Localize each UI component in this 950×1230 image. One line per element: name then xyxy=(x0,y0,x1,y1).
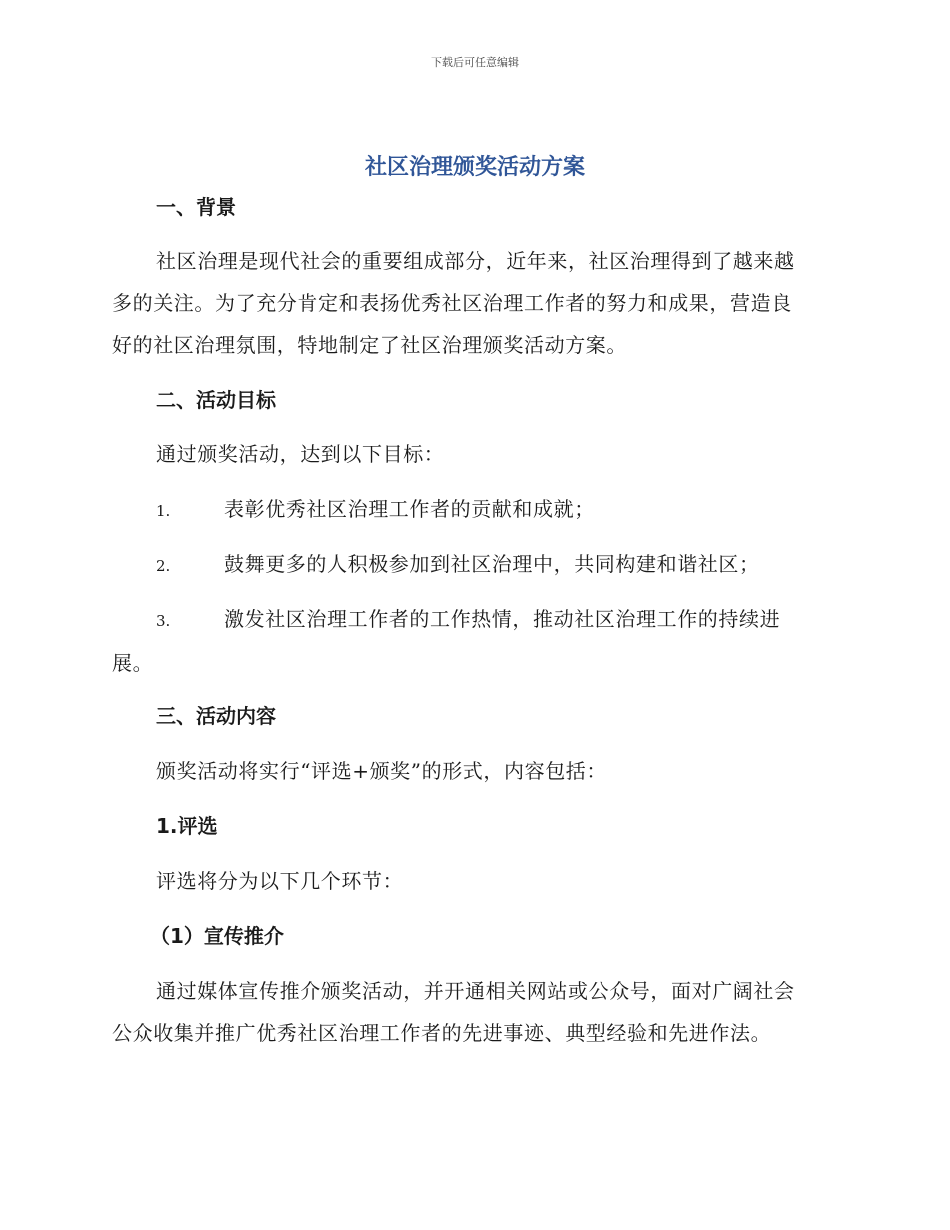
goal-item-text: 表彰优秀社区治理工作者的贡献和成就； xyxy=(224,497,595,521)
goal-item-number: 3. xyxy=(156,612,171,630)
background-paragraph-line: 多的关注。为了充分肯定和表扬优秀社区治理工作者的努力和成果，营造良 xyxy=(112,291,792,315)
header-note: 下载后可任意编辑 xyxy=(431,56,519,69)
goal-item xyxy=(112,543,832,587)
goal-item xyxy=(112,598,832,684)
subsection-heading-selection: 1.评选 xyxy=(156,814,218,838)
background-paragraph-line: 好的社区治理氛围，特地制定了社区治理颁奖活动方案。 xyxy=(112,333,627,357)
step-heading-promotion: （1）宣传推介 xyxy=(150,924,284,948)
goal-item-text: 激发社区治理工作者的工作热情，推动社区治理工作的持续进 xyxy=(224,607,781,631)
section-heading-goals: 二、活动目标 xyxy=(156,388,276,412)
promotion-paragraph xyxy=(112,970,832,1054)
background-paragraph-line: 社区治理是现代社会的重要组成部分，近年来，社区治理得到了越来越 xyxy=(156,249,795,273)
goal-item-number: 2. xyxy=(156,557,171,575)
section-heading-background: 一、背景 xyxy=(156,195,236,219)
selection-intro: 评选将分为以下几个环节： xyxy=(156,869,404,893)
promotion-paragraph-line: 公众收集并推广优秀社区治理工作者的先进事迹、典型经验和先进作法。 xyxy=(112,1021,772,1045)
background-paragraph xyxy=(112,240,832,366)
promotion-paragraph-line: 通过媒体宣传推介颁奖活动，并开通相关网站或公众号，面对广阔社会 xyxy=(156,979,795,1003)
goals-intro: 通过颁奖活动，达到以下目标： xyxy=(156,442,445,466)
section-heading-content: 三、活动内容 xyxy=(156,704,276,728)
goal-item-text: 鼓舞更多的人积极参加到社区治理中，共同构建和谐社区； xyxy=(224,552,760,576)
document-title: 社区治理颁奖活动方案 xyxy=(364,155,585,180)
content-intro: 颁奖活动将实行“评选+颁奖”的形式，内容包括： xyxy=(156,759,608,783)
goal-item-text-wrap: 展。 xyxy=(112,651,154,675)
goal-item-number: 1. xyxy=(156,502,171,520)
goal-item xyxy=(112,488,832,532)
